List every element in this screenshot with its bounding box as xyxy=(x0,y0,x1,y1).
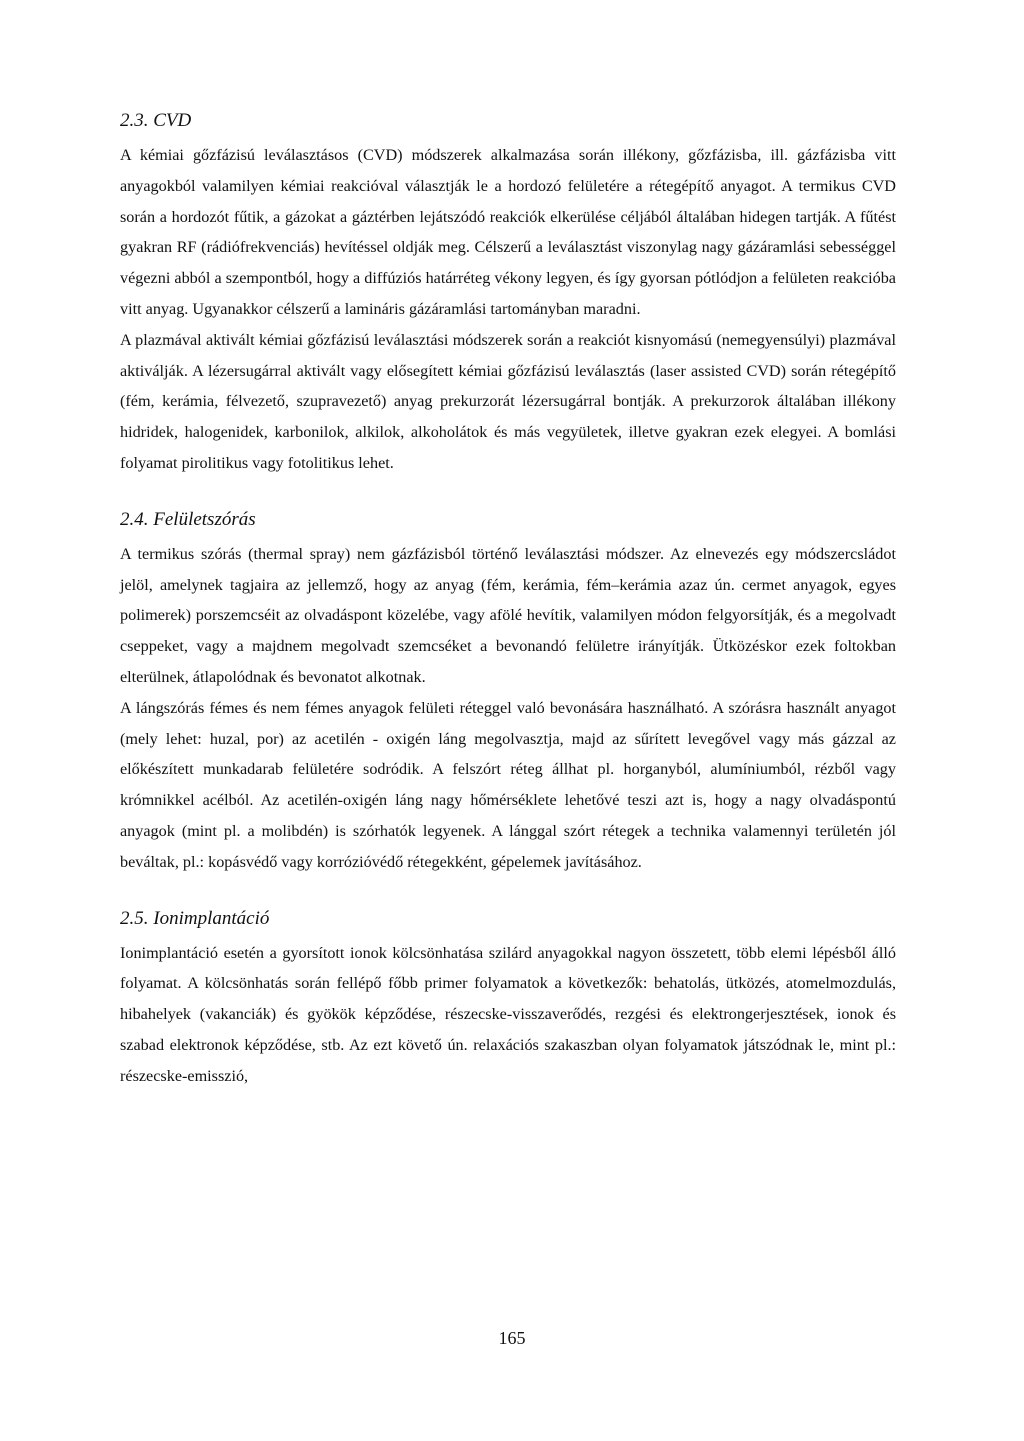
section-surface-spraying xyxy=(120,505,896,878)
page-number: 165 xyxy=(498,1328,526,1348)
paragraph: A termikus szórás (thermal spray) nem gázfázisból történő leválasztási módszer. Az elnevezés egy módszercsládot jelöl, amelynek tagjaira az jellemző, hogy az anyag (fém, kerámia, fém–kerámia azaz ún. cermet anyagok, egyes polimerek) porszemcséit az olvadáspont közelébe, vagy afölé hevítik, valamilyen módon felgyorsítják, és a megolvadt cseppeket, vagy a majdnem megolvadt szemcséket a bevonandó felületre irányítják. Ütközéskor ezek foltokban elterülnek, átlapolódnak és bevonatot alkotnak. xyxy=(120,544,896,686)
paragraph: A kémiai gőzfázisú leválasztásos (CVD) módszerek alkalmazása során illékony, gőzfázisba, ill. gázfázisba vitt anyagokból valamilyen kémiai reakcióval választják le a hordozó felületére a rétegépítő anyagot. A termikus CVD során a hordozót fűtik, a gázokat a gáztérben lejátszódó reakciók elkerülése céljából általában hidegen tartják. A fűtést gyakran RF (rádiófrekvenciás) hevítéssel oldják meg. Célszerű a leválasztást viszonylag nagy gázáramlási sebességgel végezni abból a szempontból, hogy a diffúziós határréteg vékony legyen, és így gyorsan pótlódjon a felületen reakcióba vitt anyag. Ugyanakkor célszerű a lamináris gázáramlási tartományban maradni. xyxy=(120,146,896,318)
section-heading: 2.5. Ionimplantáció xyxy=(120,907,270,929)
paragraph: A lángszórás fémes és nem fémes anyagok felületi réteggel való bevonására használható. A szórásra használt anyagot (mely lehet: huzal, por) az acetilén - oxigén láng megolvasztja, majd az sűrített levegővel vagy más gázzal az előkészített munkadarab felületére sodródik. A felszórt réteg állhat pl. horganyból, alumíniumból, rézből vagy krómnikkel acélból. Az acetilén-oxigén láng nagy hőmérséklete lehetővé teszi azt is, hogy a nagy olvadáspontú anyagok (mint pl. a molibdén) is szórhatók legyenek. A lánggal szórt rétegek a technika valamennyi területén jól beváltak, pl.: kopásvédő vagy korrózióvédő rétegekként, gépelemek javításához. xyxy=(120,698,896,871)
section-heading: 2.3. CVD xyxy=(120,110,192,131)
section-spacer xyxy=(120,479,896,505)
document-page xyxy=(120,106,896,1092)
section-cvd xyxy=(120,106,896,479)
paragraph: A plazmával aktivált kémiai gőzfázisú leválasztási módszerek során a reakciót kisnyomású (nemegyensúlyi) plazmával aktiválják. A lézersugárral aktivált vagy elősegített kémiai gőzfázisú leválasztás (laser assisted CVD) során rétegépítő (fém, kerámia, félvezető, szupravezető) anyag prekurzorát lézersugárral bontják. A prekurzorok általában illékony hidridek, halogenidek, karbonilok, alkilok, alkoholátok és más vegyületek, illetve gyakran ezek elegyei. A bomlási folyamat pirolitikus vagy fotolitikus lehet. xyxy=(120,330,896,472)
section-ion-implantation xyxy=(120,904,896,1092)
section-heading: 2.4. Felületszórás xyxy=(120,508,256,530)
section-spacer xyxy=(120,878,896,904)
paragraph: Ionimplantáció esetén a gyorsított ionok kölcsönhatása szilárd anyagokkal nagyon összetett, több elemi lépésből álló folyamat. A kölcsönhatás során fellépő főbb primer folyamatok a következők: behatolás, ütközés, atomelmozdulás, hibahelyek (vakanciák) és gyökök képződése, részecske-visszaverődés, rezgési és elektrongerjesztések, ionok és szabad elektronok képződése, stb. Az ezt követő ún. relaxációs szakaszban olyan folyamatok játszódnak le, mint pl.: részecske-emisszió, xyxy=(120,943,896,1085)
